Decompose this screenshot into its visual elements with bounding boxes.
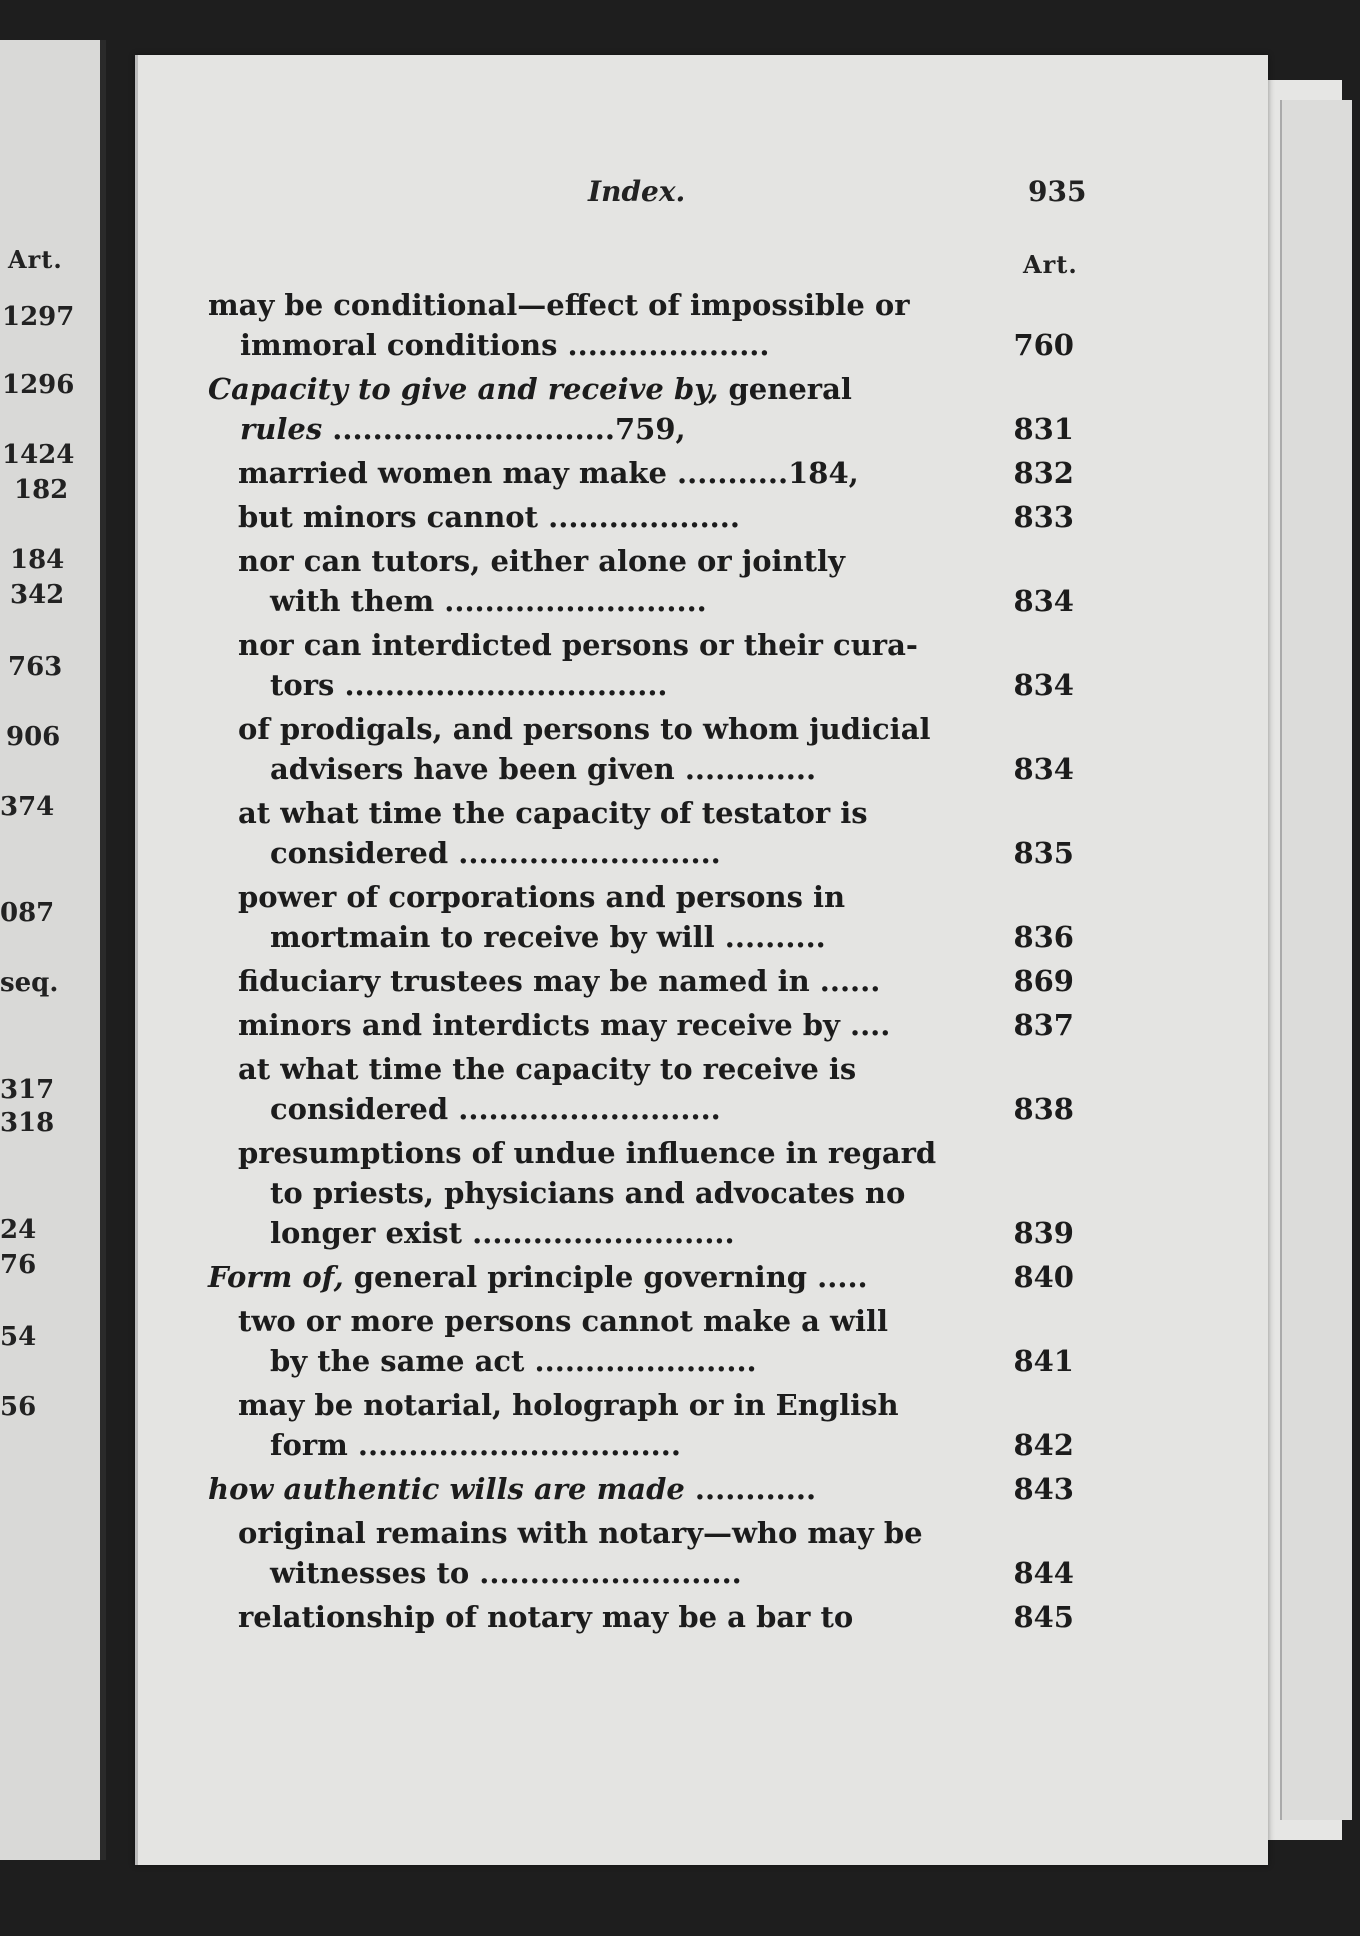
index-entry <box>208 1133 1108 1253</box>
index-entry-line <box>208 409 968 449</box>
index-entry <box>208 369 1108 449</box>
index-entry <box>208 1257 1108 1297</box>
index-entry-text <box>208 541 968 621</box>
index-entry-line-text: presumptions of undue influence in regard <box>238 1136 937 1170</box>
index-entry-line-text: form ................................ <box>270 1428 681 1462</box>
index-entry-line <box>238 917 968 957</box>
facing-page-number: 182 <box>14 475 69 505</box>
index-entry-text <box>208 1385 968 1465</box>
index-entry-heading: how authentic wills are made <box>208 1472 685 1506</box>
index-entry-heading: Form of, <box>208 1260 344 1294</box>
index-entry <box>208 709 1108 789</box>
index-entry-text <box>208 497 968 537</box>
index-entry-article: 843 <box>1013 1472 1074 1506</box>
index-entry-article: 837 <box>1013 1008 1074 1042</box>
index-entry-line <box>238 1173 968 1213</box>
index-entry-line-text: by the same act ...................... <box>270 1344 757 1378</box>
index-entry-text <box>208 1005 968 1045</box>
index-entry-line <box>238 581 968 621</box>
index-entry-article: 831 <box>1013 412 1074 446</box>
index-entry-line <box>238 1052 856 1086</box>
index-entry-line <box>238 1600 853 1634</box>
index-entry-line-text: ............................759, <box>322 412 686 446</box>
index-entry-line <box>238 544 845 578</box>
index-entry-article: 842 <box>1013 1428 1074 1462</box>
index-entry-line <box>208 1472 816 1506</box>
facing-page-number: 318 <box>0 1108 55 1138</box>
index-entry-line-text: general <box>718 372 852 406</box>
index-entry-text <box>208 1301 968 1381</box>
index-entry-line <box>238 796 868 830</box>
facing-page-number: seq. <box>0 968 59 998</box>
index-entry-line <box>238 749 968 789</box>
index-entry-line-text: of prodigals, and persons to whom judicial <box>238 712 931 746</box>
index-entry-line-text: nor can interdicted persons or their cura- <box>238 628 918 662</box>
index-entry <box>208 1513 1108 1593</box>
facing-page-number: 1424 <box>2 440 75 470</box>
index-entry-text <box>208 1513 968 1593</box>
index-entry-line <box>208 288 910 322</box>
index-entry-text <box>208 285 968 365</box>
index-entry-line-text: mortmain to receive by will .......... <box>270 920 826 954</box>
index-entry-article: 834 <box>1013 752 1074 786</box>
index-entry-line-text: longer exist .......................... <box>270 1216 735 1250</box>
index-entry-line-text: married women may make ...........184, <box>238 456 859 490</box>
index-entry-article: 760 <box>1013 328 1074 362</box>
facing-page-number: 76 <box>0 1250 37 1280</box>
page-number: 935 <box>1028 175 1087 208</box>
index-entry-text <box>208 369 968 449</box>
index-entry-line <box>238 1341 968 1381</box>
index-entry-line-text: considered .......................... <box>270 836 721 870</box>
index-entry <box>208 1049 1108 1129</box>
index-entry-line-text: advisers have been given ............. <box>270 752 817 786</box>
facing-page-number: 54 <box>0 1322 37 1352</box>
index-entry-article: 841 <box>1013 1344 1074 1378</box>
page-edge <box>1280 100 1352 1820</box>
index-entry-line-text: ............ <box>684 1472 817 1506</box>
art-column-label: Art. <box>1023 250 1078 279</box>
index-entry-article: 840 <box>1013 1260 1074 1294</box>
index-entry-text <box>208 453 968 493</box>
index-entry <box>208 877 1108 957</box>
facing-page-number: 374 <box>0 792 55 822</box>
index-entry <box>208 497 1108 537</box>
index-entry-line <box>238 1136 936 1170</box>
index-entry-text <box>208 1257 968 1297</box>
index-entry-line <box>238 1008 890 1042</box>
index-entry-line-text: witnesses to .......................... <box>270 1556 742 1590</box>
index-entry-text <box>208 961 968 1001</box>
index-entry-line-text: may be notarial, holograph or in English <box>238 1388 899 1422</box>
index-entry-line <box>238 1553 968 1593</box>
index-entry-line <box>208 325 968 365</box>
index-entry-line <box>238 1304 888 1338</box>
index-entry-line <box>208 372 852 406</box>
facing-page-number: 1297 <box>2 302 75 332</box>
index-entry-line-text: but minors cannot ................... <box>238 500 740 534</box>
index-entry-text <box>208 1469 968 1509</box>
index-entry-article: 845 <box>1013 1600 1074 1634</box>
index-entry-text <box>208 793 968 873</box>
index-entry-article: 833 <box>1013 500 1074 534</box>
facing-page-number: 317 <box>0 1075 55 1105</box>
index-entry-article: 832 <box>1013 456 1074 490</box>
index-entry-line <box>238 1213 968 1253</box>
index-entry-line <box>238 456 859 490</box>
index-entry-line <box>238 500 740 534</box>
index-entry <box>208 1005 1108 1045</box>
index-entry-line <box>238 628 918 662</box>
index-entry-text <box>208 1049 968 1129</box>
index-entry-line-text: nor can tutors, either alone or jointly <box>238 544 845 578</box>
facing-page <box>0 40 106 1860</box>
index-entry-line-text: at what time the capacity to receive is <box>238 1052 857 1086</box>
index-entry <box>208 453 1108 493</box>
facing-page-art-label: Art. <box>8 245 63 274</box>
index-entry-line <box>238 1388 899 1422</box>
index-entry-text <box>208 1133 968 1253</box>
index-entry <box>208 1301 1108 1381</box>
facing-page-number: 763 <box>8 652 63 682</box>
index-entry-line-text: immoral conditions .................... <box>240 328 770 362</box>
index-entry-line <box>208 1260 868 1294</box>
index-entry-line <box>238 1425 968 1465</box>
index-entry-line-text: minors and interdicts may receive by .... <box>238 1008 891 1042</box>
index-entry-line-text: two or more persons cannot make a will <box>238 1304 889 1338</box>
index-entry <box>208 1469 1108 1509</box>
running-title: Index. <box>588 175 686 208</box>
index-entry-article: 836 <box>1013 920 1074 954</box>
index-entry-line-text: considered .......................... <box>270 1092 721 1126</box>
index-page <box>135 55 1268 1865</box>
index-entry-line-text: at what time the capacity of testator is <box>238 796 868 830</box>
index-entry-article: 844 <box>1013 1556 1074 1590</box>
index-entry-text <box>208 877 968 957</box>
index-entry-line <box>238 712 931 746</box>
index-entry <box>208 1597 1108 1637</box>
index-entry-line-text: relationship of notary may be a bar to <box>238 1600 854 1634</box>
index-entry-text <box>208 709 968 789</box>
index-entry <box>208 625 1108 705</box>
index-entry-heading: rules <box>240 412 323 446</box>
index-entry-line <box>238 880 845 914</box>
facing-page-number: 1296 <box>2 370 75 400</box>
index-entry-text <box>208 625 968 705</box>
facing-page-number: 24 <box>0 1215 37 1245</box>
index-entry-line-text: power of corporations and persons in <box>238 880 846 914</box>
index-entry <box>208 1385 1108 1465</box>
index-entry-line-text: to priests, physicians and advocates no <box>270 1176 906 1210</box>
index-entry-article: 834 <box>1013 668 1074 702</box>
facing-page-number: 087 <box>0 898 55 928</box>
index-entry-text <box>208 1597 968 1637</box>
facing-page-number: 184 <box>10 545 65 575</box>
index-entry-article: 839 <box>1013 1216 1074 1250</box>
index-entry <box>208 961 1108 1001</box>
index-entry-article: 838 <box>1013 1092 1074 1126</box>
index-entry-article: 869 <box>1013 964 1074 998</box>
index-entry-line-text: general principle governing ..... <box>343 1260 868 1294</box>
index-entry-article: 834 <box>1013 584 1074 618</box>
index-entry-line-text: with them .......................... <box>270 584 707 618</box>
index-entry-line <box>238 1516 923 1550</box>
facing-page-number: 56 <box>0 1392 37 1422</box>
index-entry <box>208 793 1108 873</box>
index-entry-article: 835 <box>1013 836 1074 870</box>
index-entry-line <box>238 1089 968 1129</box>
index-entry-line-text: may be conditional—effect of impossible or <box>208 288 910 322</box>
index-entry-line <box>238 665 968 705</box>
facing-page-number: 906 <box>6 722 61 752</box>
index-entry-line-text: tors ................................ <box>270 668 668 702</box>
index-entry-line-text: fiduciary trustees may be named in ...... <box>238 964 881 998</box>
facing-page-number: 342 <box>10 580 65 610</box>
index-entry-line <box>238 833 968 873</box>
index-entry <box>208 541 1108 621</box>
index-entry-heading: Capacity to give and receive by, <box>208 372 719 406</box>
index-entries <box>208 285 1108 1641</box>
index-entry <box>208 285 1108 365</box>
index-entry-line-text: original remains with notary—who may be <box>238 1516 923 1550</box>
index-entry-line <box>238 964 880 998</box>
